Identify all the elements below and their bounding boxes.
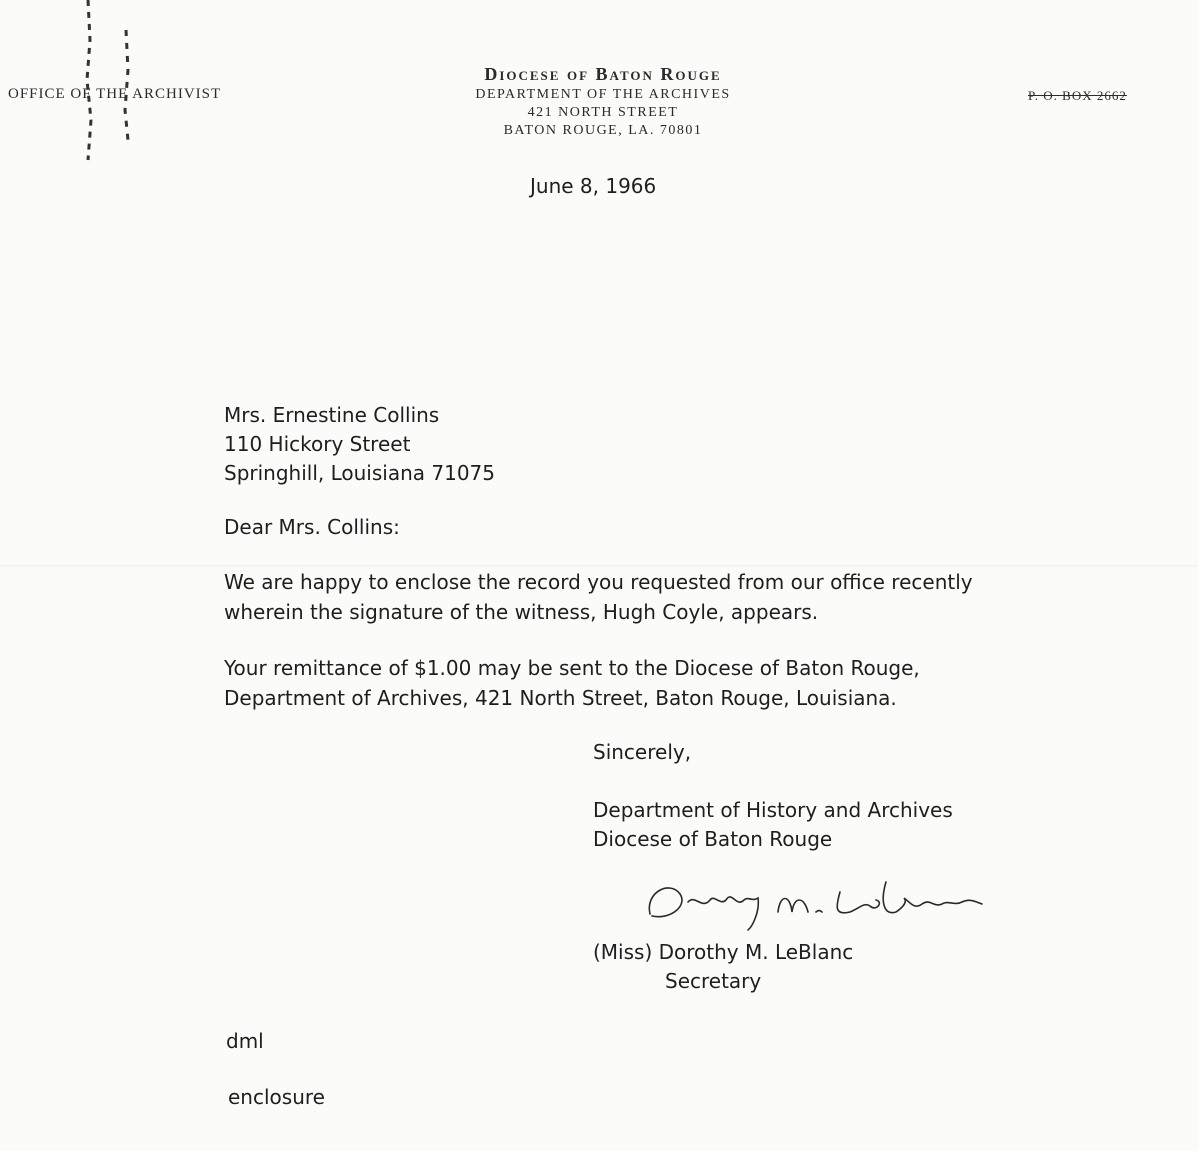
organization-line-1: Department of History and Archives xyxy=(593,798,953,822)
letterhead-street: 421 NORTH STREET xyxy=(527,105,679,120)
recipient-address xyxy=(224,401,495,488)
handwritten-signature xyxy=(640,872,990,932)
letterhead xyxy=(403,62,803,140)
recipient-name: Mrs. Ernestine Collins xyxy=(224,403,440,427)
recipient-city: Springhill, Louisiana 71075 xyxy=(224,461,496,485)
body-paragraph-1: We are happy to enclose the record you requested from our office recently wherein the signature of the witness, Hugh Coyle, appears. xyxy=(224,570,973,624)
letterhead-department: DEPARTMENT OF THE ARCHIVES xyxy=(475,87,731,102)
signer-title: Secretary xyxy=(665,969,762,993)
closing: Sincerely, xyxy=(593,740,692,764)
signature-organization xyxy=(593,796,953,854)
signer-block xyxy=(593,938,853,996)
letterhead-title: Diocese of Baton Rouge xyxy=(484,64,722,84)
letterhead-office: OFFICE OF THE ARCHIVIST xyxy=(8,86,222,102)
organization-line-2: Diocese of Baton Rouge xyxy=(593,827,833,851)
recipient-street: 110 Hickory Street xyxy=(224,432,411,456)
letterhead-city: BATON ROUGE, LA. 70801 xyxy=(503,123,703,138)
salutation: Dear Mrs. Collins: xyxy=(224,515,400,539)
letter-date: June 8, 1966 xyxy=(530,174,657,198)
signer-name: (Miss) Dorothy M. LeBlanc xyxy=(593,940,854,964)
enclosure-note: enclosure xyxy=(228,1085,325,1109)
typist-initials: dml xyxy=(226,1029,264,1053)
body-paragraph-2: Your remittance of $1.00 may be sent to the Diocese of Baton Rouge, Department of Archives, 421 North Street, Baton Rouge, Louisiana. xyxy=(224,656,920,710)
letterhead-po-box-struck: P. O. BOX 2662 xyxy=(1028,88,1127,103)
binder-punch-marks xyxy=(68,0,148,170)
